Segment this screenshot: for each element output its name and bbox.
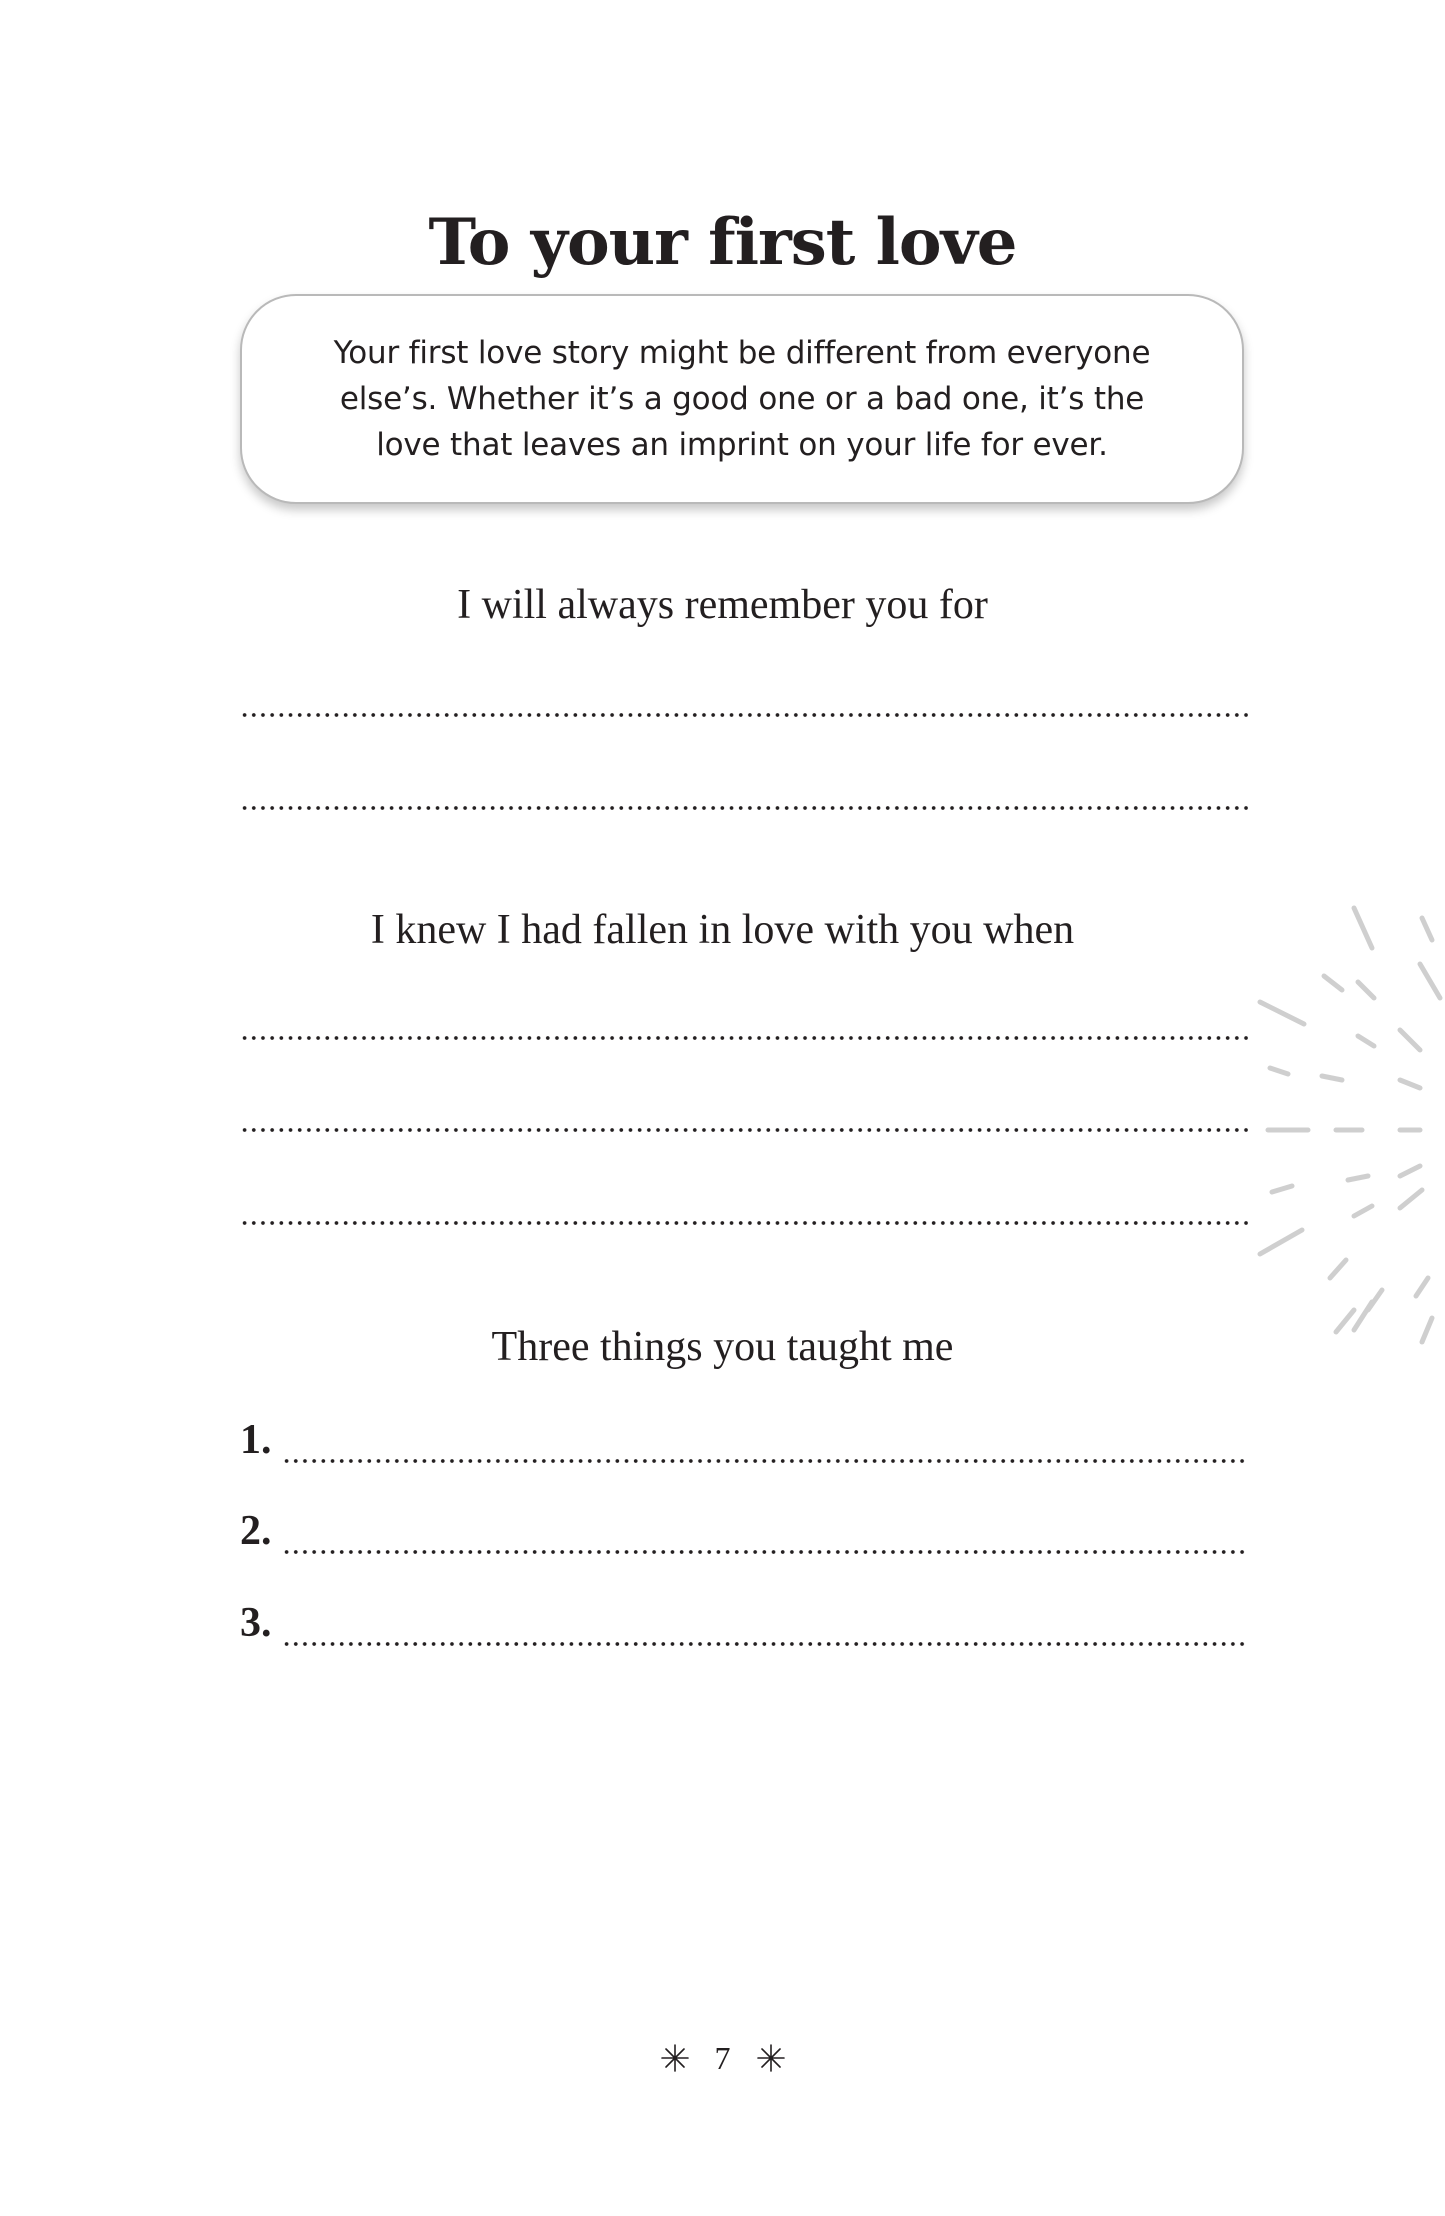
writing-line[interactable] bbox=[240, 1127, 1248, 1133]
prompt-fallen-in-love: I knew I had fallen in love with you when bbox=[370, 907, 1075, 953]
writing-line[interactable] bbox=[240, 1220, 1248, 1226]
item-number: 2. bbox=[240, 1508, 272, 1554]
item-number: 3. bbox=[240, 1600, 272, 1646]
intro-callout-box bbox=[240, 294, 1244, 504]
numbered-item-2 bbox=[240, 1501, 1248, 1557]
page-footer bbox=[0, 2040, 1445, 2076]
sparkle-star-icon bbox=[661, 2044, 689, 2072]
page-title: To your first love bbox=[428, 204, 1017, 280]
intro-text: Your first love story might be different from everyone else’s. Whether it’s a good one or a bad one, it’s the love that leaves an imprint on your life for ever. bbox=[333, 335, 1151, 463]
writing-line[interactable] bbox=[240, 712, 1248, 718]
writing-line[interactable] bbox=[240, 1035, 1248, 1041]
writing-line[interactable] bbox=[282, 1641, 1248, 1647]
numbered-item-3 bbox=[240, 1593, 1248, 1649]
prompt-three-things: Three things you taught me bbox=[491, 1324, 954, 1370]
writing-line[interactable] bbox=[240, 805, 1248, 811]
writing-line[interactable] bbox=[282, 1549, 1248, 1555]
page-number: 7 bbox=[714, 2040, 731, 2076]
writing-line[interactable] bbox=[282, 1458, 1248, 1464]
sparkle-star-icon bbox=[757, 2044, 785, 2072]
numbered-item-1 bbox=[240, 1410, 1248, 1466]
prompt-remember: I will always remember you for bbox=[457, 582, 988, 628]
sunburst-rays-icon bbox=[1250, 890, 1445, 1370]
item-number: 1. bbox=[240, 1417, 272, 1463]
